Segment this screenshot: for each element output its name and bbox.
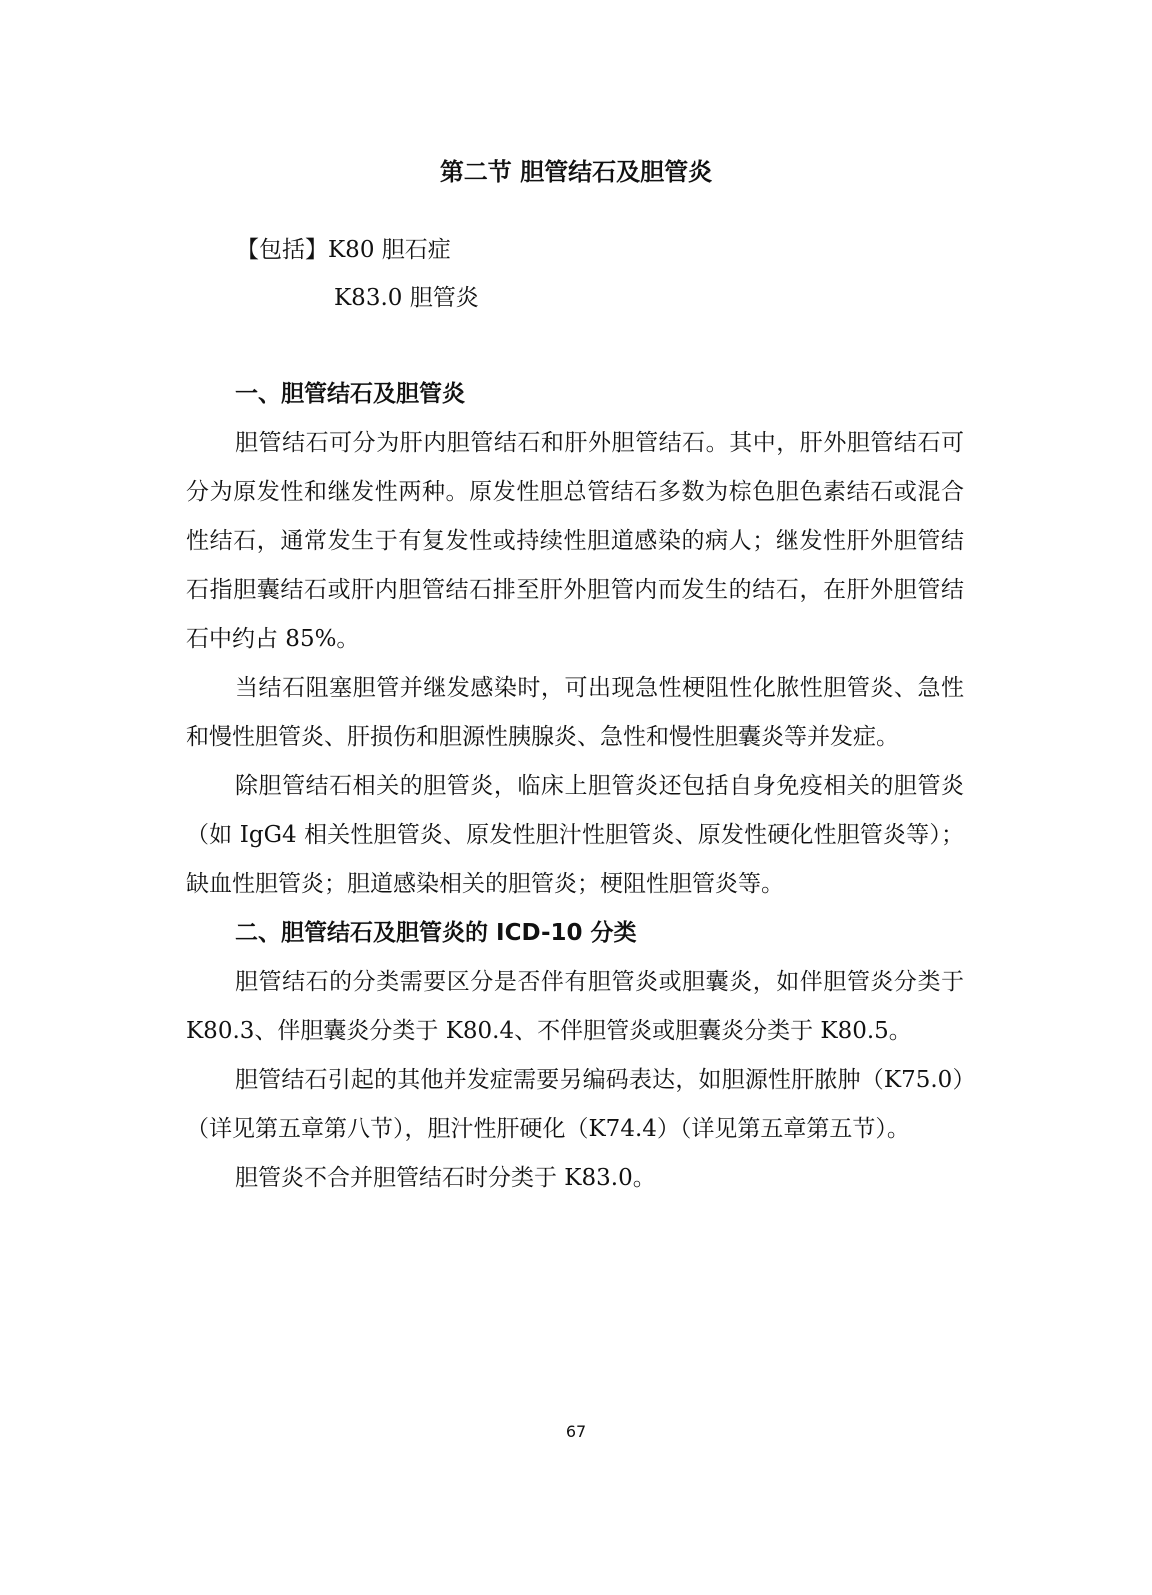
body-content [186,370,964,1203]
includes-row-2 [236,274,479,322]
paragraph-3: 除胆管结石相关的胆管炎，临床上胆管炎还包括自身免疫相关的胆管炎（如 IgG4 相关性胆管炎、原发性胆汁性胆管炎、原发性硬化性胆管炎等）；缺血性胆管炎；胆道感染相关的胆管炎；梗阻性胆管炎等。 [186,773,964,897]
includes-label: 【包括】 [236,237,328,263]
heading-2: 二、胆管结石及胆管炎的 ICD-10 分类 [235,920,637,946]
section-title: 第二节 胆管结石及胆管炎 [439,158,713,186]
paragraph-2: 当结石阻塞胆管并继发感染时，可出现急性梗阻性化脓性胆管炎、急性和慢性胆管炎、肝损伤和胆源性胰腺炎、急性和慢性胆囊炎等并发症。 [186,675,964,750]
includes-block [236,226,479,322]
paragraph-4: 胆管结石的分类需要区分是否伴有胆管炎或胆囊炎，如伴胆管炎分类于 K80.3、伴胆囊炎分类于 K80.4、不伴胆管炎或胆囊炎分类于 K80.5。 [186,969,964,1044]
includes-code-k83: K83.0 胆管炎 [334,285,479,311]
includes-code-k80: K80 胆石症 [328,237,451,263]
heading-1: 一、胆管结石及胆管炎 [235,381,465,407]
paragraph-5: 胆管结石引起的其他并发症需要另编码表达，如胆源性肝脓肿（K75.0）（详见第五章第八节），胆汁性肝硬化（K74.4）（详见第五章第五节）。 [186,1067,964,1142]
page-number: 67 [565,1422,587,1441]
includes-row-1 [236,226,479,274]
paragraph-1: 胆管结石可分为肝内胆管结石和肝外胆管结石。其中，肝外胆管结石可分为原发性和继发性两种。原发性胆总管结石多数为棕色胆色素结石或混合性结石，通常发生于有复发性或持续性胆道感染的病人；继发性肝外胆管结石指胆囊结石或肝内胆管结石排至肝外胆管内而发生的结石，在肝外胆管结石中约占 85%。 [186,430,964,652]
paragraph-6: 胆管炎不合并胆管结石时分类于 K83.0。 [235,1165,656,1191]
